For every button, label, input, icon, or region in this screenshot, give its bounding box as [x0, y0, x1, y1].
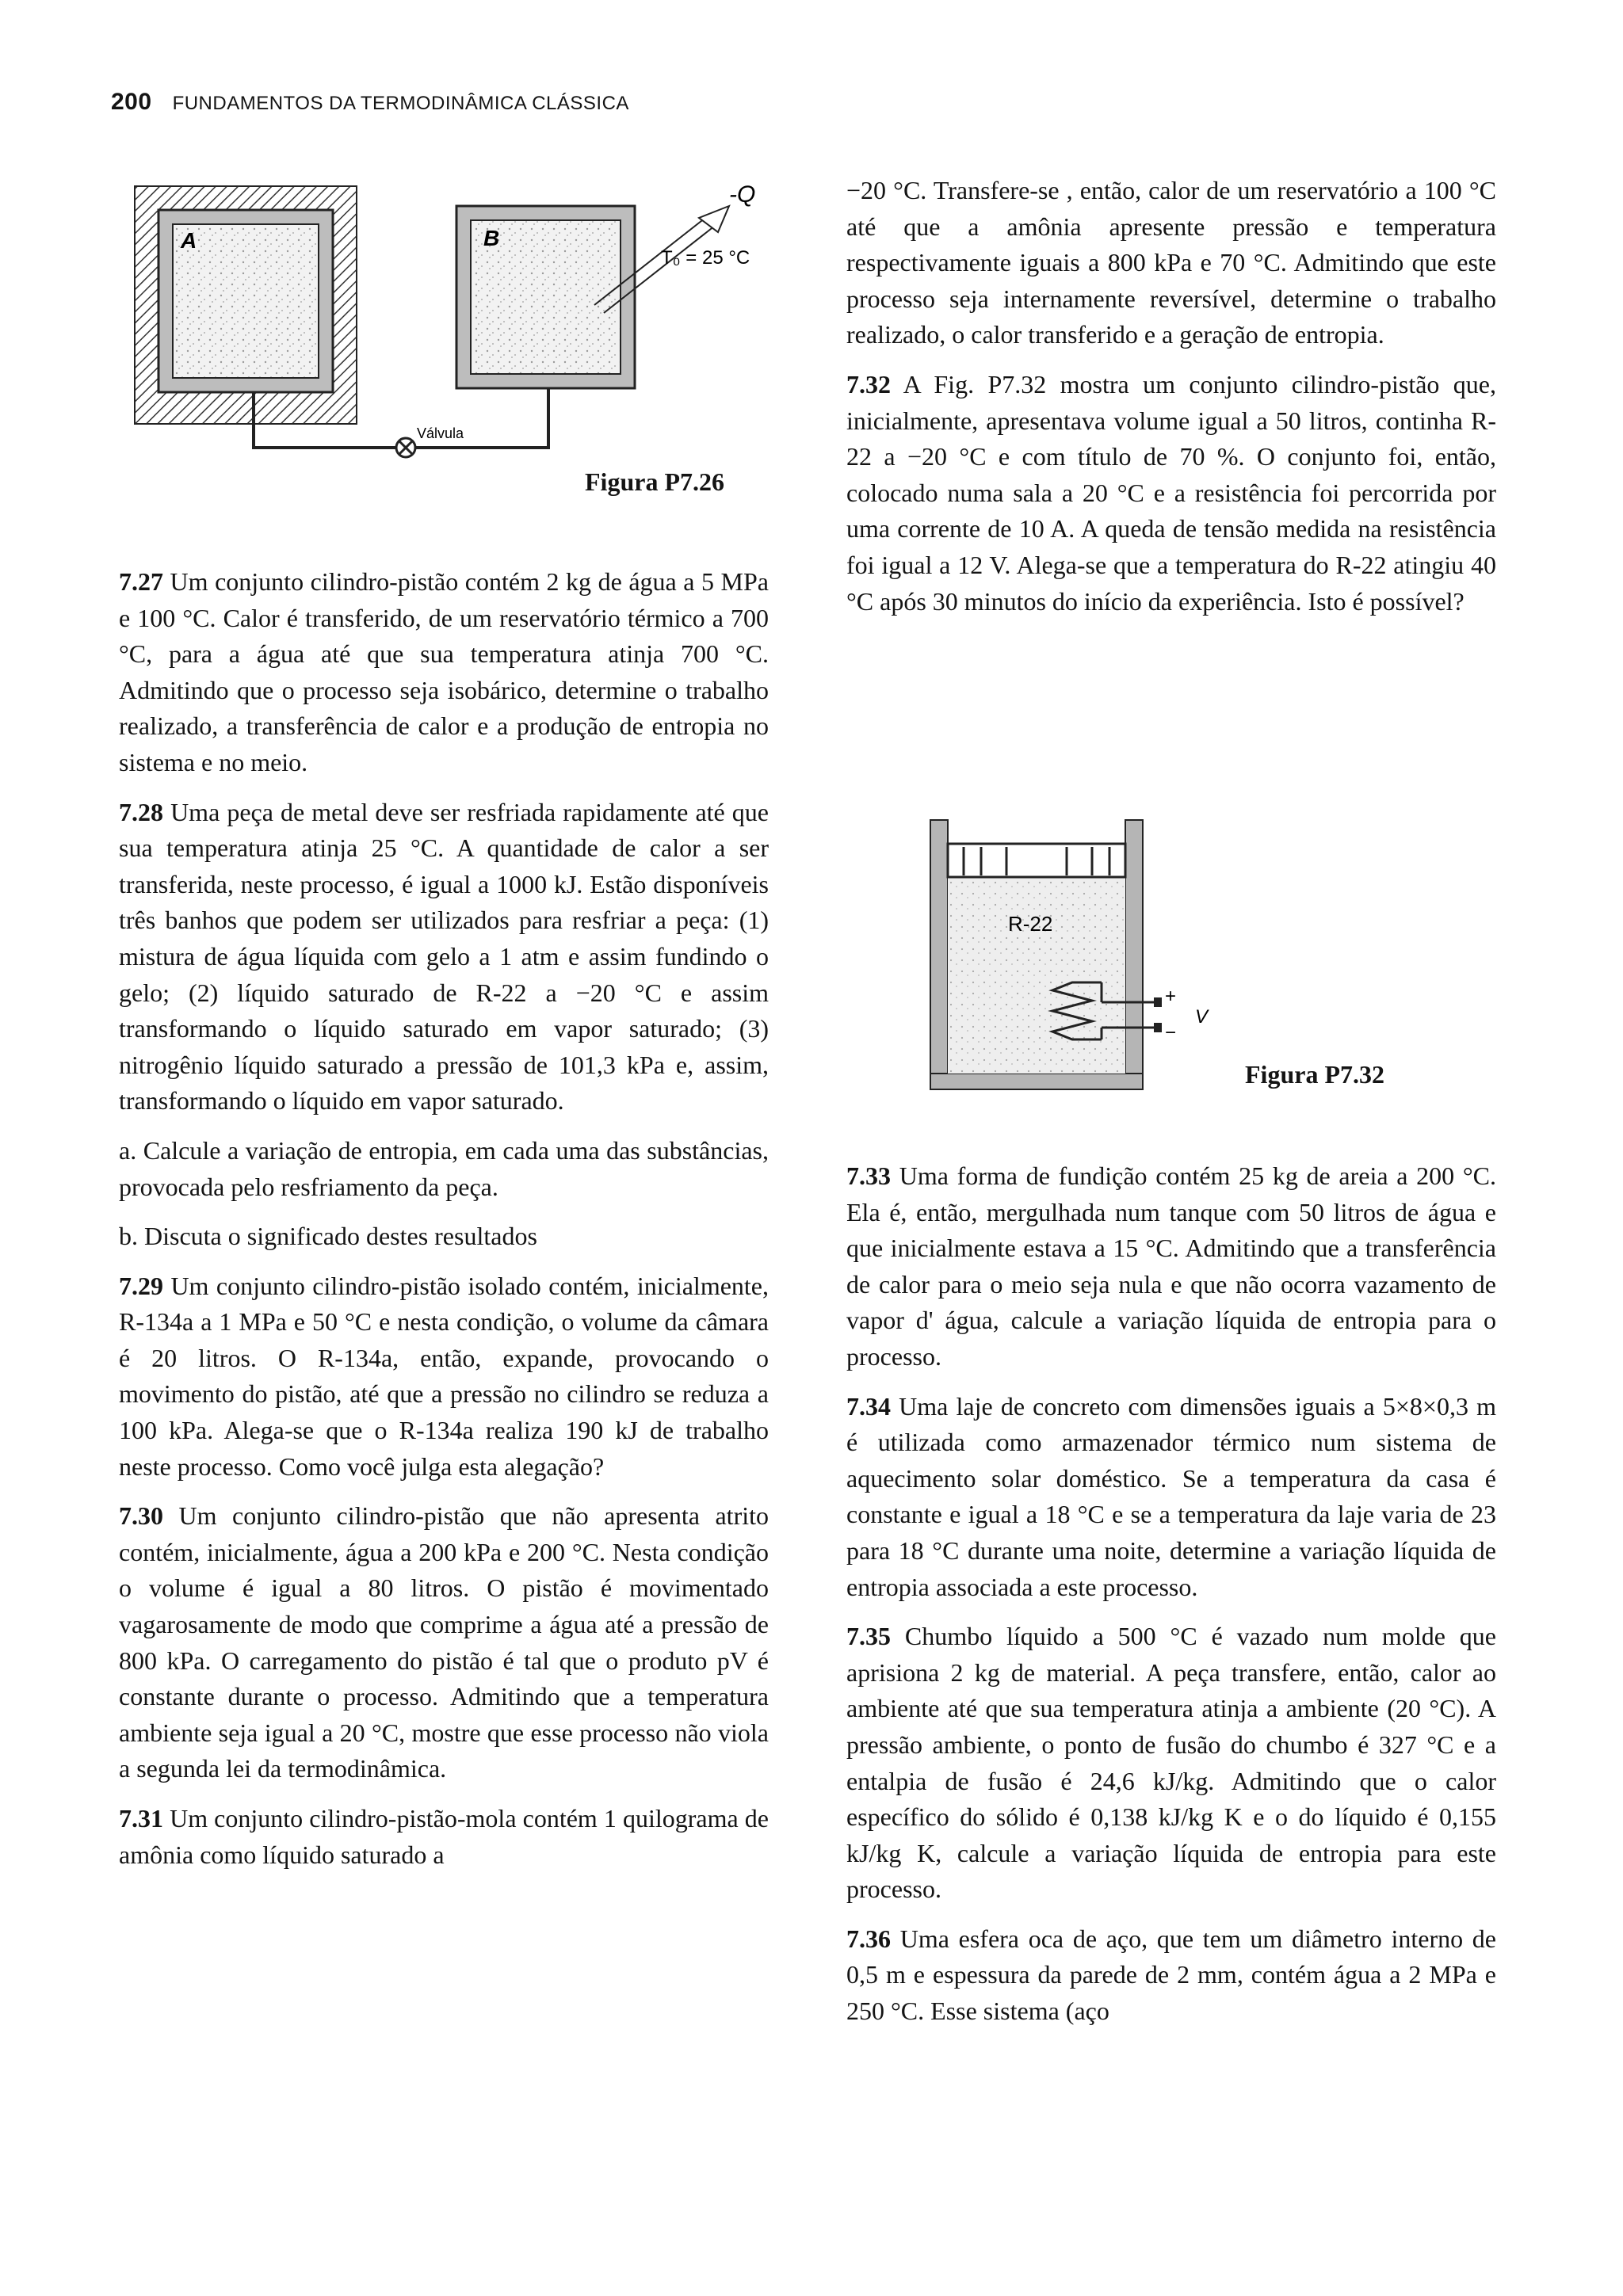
problem-7-29: 7.29 Um conjunto cilindro-pistão isolado contém, inicialmente, R-134a a 1 MPa e 50 °C e nesta condição, o volume da câmara é 20 litros. O R-134a, então, expande, provocando o movimento do pistão, até que a pressão no cilindro se reduza a 100 kPa. Alega-se que o R-134a realiza 190 kJ de trabalho neste processo. Como você julga esta alegação? [119, 1271, 769, 1481]
tank-a-label: A [181, 228, 197, 253]
problem-7-33: 7.33 Uma forma de fundição contém 25 kg de areia a 200 °C. Ela é, então, mergulhada num tanque com 50 litros de água e que inicialmente estava a 15 °C. Admitindo que a transferência de calor para o meio seja nula e que não ocorra vazamento de vapor d' água, calcule a variação líquida de entropia para o processo. [846, 1161, 1497, 1371]
cylinder-wall-left [930, 820, 948, 1089]
minus-sign: − [1165, 1022, 1177, 1043]
problem-7-28-a: a. Calcule a variação de entropia, em cada uma das substâncias, provocada pelo resfriamento da peça. [119, 1135, 769, 1201]
tank-a [135, 186, 357, 424]
valve-label: Válvula [417, 425, 464, 441]
problem-7-32: 7.32 A Fig. P7.32 mostra um conjunto cilindro-pistão que, inicialmente, apresentava volume igual a 50 litros, continha R-22 a −20 °C e com título de 70 %. O conjunto foi, então, colocado numa sala a 20 °C e a resistência foi percorrida por uma corrente de 10 A. A queda de tensão medida na resistência foi igual a 12 V. Alega-se que a temperatura do R-22 atingiu 40 °C após 30 minutos do início da experiência. Isto é possível? [846, 369, 1497, 616]
cylinder-wall-right [1125, 820, 1143, 1089]
problem-7-28-b: b. Discuta o significado destes resultados [119, 1222, 537, 1251]
page-header [111, 89, 629, 116]
voltage-label: V [1195, 1006, 1209, 1028]
figure-p7-26 [119, 170, 808, 483]
figure-p7-32-caption: Figura P7.32 [1245, 1060, 1384, 1089]
problem-7-31: 7.31 Um conjunto cilindro-pistão-mola contém 1 quilograma de amônia como líquido saturado a [119, 1804, 769, 1869]
terminal-positive [1154, 997, 1162, 1007]
r22-fluid [948, 877, 1125, 1074]
ambient-temp-label: T₀ = 25 °C [661, 247, 750, 269]
plus-sign: + [1165, 986, 1177, 1007]
problem-7-34: 7.34 Uma laje de concreto com dimensões iguais a 5×8×0,3 m é utilizada como armazenador térmico num sistema de aquecimento solar doméstico. Se a temperatura da casa é constante e igual a 18 °C e se a temperatura da laje varia de 23 para 18 °C durante uma noite, determine a variação líquida de entropia associada a este processo. [846, 1391, 1497, 1601]
problem-7-27: 7.27 Um conjunto cilindro-pistão contém 2 kg de água a 5 MPa e 100 °C. Calor é transferido, de um reservatório térmico a 700 °C, para a água até que sua temperatura atinja 700 °C. Admitindo que o processo seja isobárico, determine o trabalho realizado, a transferência de calor e a produção de entropia no sistema e no meio. [119, 567, 769, 776]
cylinder-bottom [930, 1074, 1143, 1089]
left-column [119, 564, 769, 1886]
problem-7-28: 7.28 Uma peça de metal deve ser resfriada rapidamente até que sua temperatura atinja 25 °C. A quantidade de calor a ser transferida, neste processo, é igual a 1000 kJ. Estão disponíveis três banhos que podem ser utilizados para resfriar a peça: (1) mistura de água líquida com gelo a 1 atm e assim fundindo o gelo; (2) líquido saturado de R-22 a −20 °C e assim transformando o líquido saturado em vapor saturado; (3) nitrogênio líquido saturado a pressão de 101,3 kPa e, assim, transformando o líquido em vapor saturado. [119, 797, 769, 1116]
terminal-negative [1154, 1023, 1162, 1032]
tank-b-label: B [483, 226, 500, 250]
problem-7-31-continuation: −20 °C. Transfere-se , então, calor de um reservatório a 100 °C até que a amônia apresente pressão e temperatura respectivamente iguais a 800 kPa e 70 °C. Admitindo que este processo seja internamente reversível, determine o trabalho realizado, o calor transferido e a geração de entropia. [846, 176, 1496, 349]
heat-label: -Q [729, 181, 756, 208]
problem-7-36: 7.36 Uma esfera oca de aço, que tem um diâmetro interno de 0,5 m e espessura da parede de 2 mm, contém água a 2 MPa e 250 °C. Esse sistema (aço [846, 1924, 1497, 2026]
book-title: FUNDAMENTOS DA TERMODINÂMICA CLÁSSICA [172, 93, 629, 114]
figure-p7-26-caption: Figura P7.26 [585, 467, 724, 496]
problem-7-30: 7.30 Um conjunto cilindro-pistão que não apresenta atrito contém, inicialmente, água a 200 kPa e 200 °C. Nesta condição o volume é igual a 80 litros. O pistão é movimentado vagarosamente de modo que comprime a água até a pressão de 800 kPa. O carregamento do pistão é tal que o produto pV é constante durante o processo. Admitindo que a temperatura ambiente seja igual a 20 °C, mostre que esse processo não viola a segunda lei da termodinâmica. [119, 1501, 769, 1783]
piston [948, 844, 1125, 877]
right-column-top [846, 173, 1496, 633]
r22-label: R-22 [1008, 912, 1053, 936]
valve-icon [396, 438, 415, 457]
figure-p7-32 [926, 812, 1258, 1097]
right-column-bottom [846, 1158, 1496, 2043]
problem-7-35: 7.35 Chumbo líquido a 500 °C é vazado num molde que aprisiona 2 kg de material. A peça transfere, então, calor ao ambiente até que sua temperatura atinja a ambiente (20 °C). A pressão ambiente, o ponto de fusão do chumbo é 327 °C e a entalpia de fusão é 24,6 kJ/kg. Admitindo que o calor específico do sólido é 0,138 kJ/kg K e o do líquido é 0,155 kJ/kg K, calcule a variação líquida de entropia para este processo. [846, 1622, 1497, 1904]
page-number: 200 [111, 89, 152, 115]
tank-b [456, 206, 635, 388]
